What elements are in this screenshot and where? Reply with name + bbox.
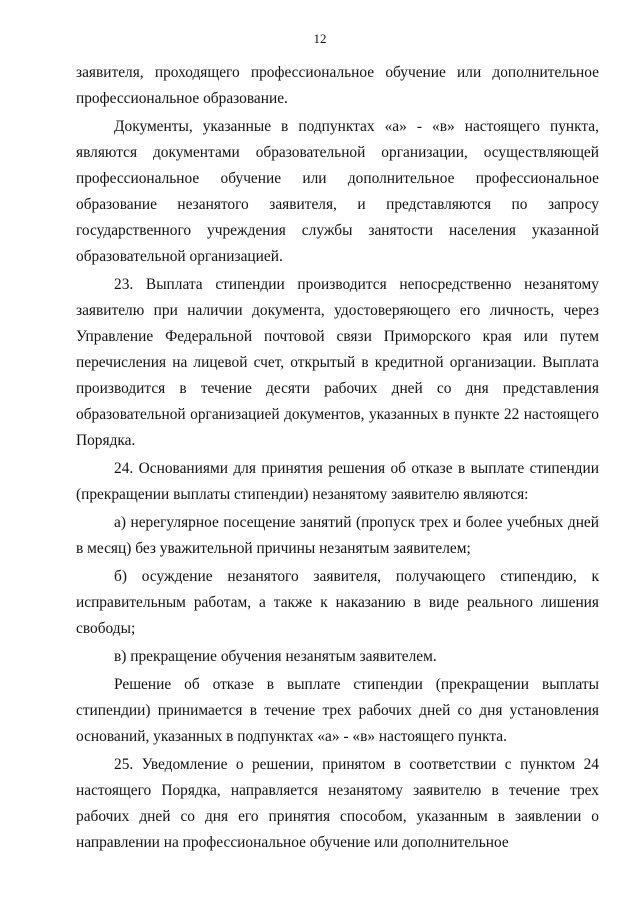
paragraph-item-24: 24. Основаниями для принятия решения об отказе в выплате стипендии (прекращении выплаты стипендии) незанятому заявителю являются:	[76, 460, 599, 503]
subitem-b: б) осуждение незанятого заявителя, получающего стипендию, к исправительным работам, а также к наказанию в виде реального лишения свободы;	[76, 568, 599, 637]
subitem-v: в) прекращение обучения незанятым заявителем.	[114, 648, 437, 665]
paragraph-refusal-decision: Решение об отказе в выплате стипендии (прекращении выплаты стипендии) принимается в течение трех рабочих дней со дня установления оснований, указанных в подпунктах «а» - «в» настоящего пункта.	[76, 676, 599, 745]
paragraph-item-25: 25. Уведомление о решении, принятом в соответствии с пунктом 24 настоящего Порядка, направляется незанятому заявителю в течение трех рабочих дней со дня его принятия способом, указанным в заявлении о направлении на профессиональное обучение или дополнительное	[76, 756, 599, 851]
subitem-a: а) нерегулярное посещение занятий (пропуск трех и более учебных дней в месяц) без уважительной причины незанятым заявителем;	[76, 514, 599, 557]
paragraph-item-23: 23. Выплата стипендии производится непосредственно незанятому заявителю при наличии документа, удостоверяющего его личность, через Управление Федеральной почтовой связи Приморского края или путем перечисления на лицевой счет, открытый в кредитной организации. Выплата производится в течение десяти рабочих дней со дня представления образовательной организацией документов, указанных в пункте 22 настоящего Порядка.	[76, 276, 599, 449]
paragraph-documents: Документы, указанные в подпунктах «а» - «в» настоящего пункта, являются документами образовательной организации, осуществляющей профессиональное обучение или дополнительное профессиональное образование незанятого заявителя, и представляются по запросу государственного учреждения службы занятости населения указанной образовательной организацией.	[76, 118, 599, 265]
paragraph-continuation: заявителя, проходящего профессиональное обучение или дополнительное профессиональное образование.	[76, 64, 599, 107]
document-body	[76, 60, 599, 856]
page-number: 12	[313, 31, 327, 46]
